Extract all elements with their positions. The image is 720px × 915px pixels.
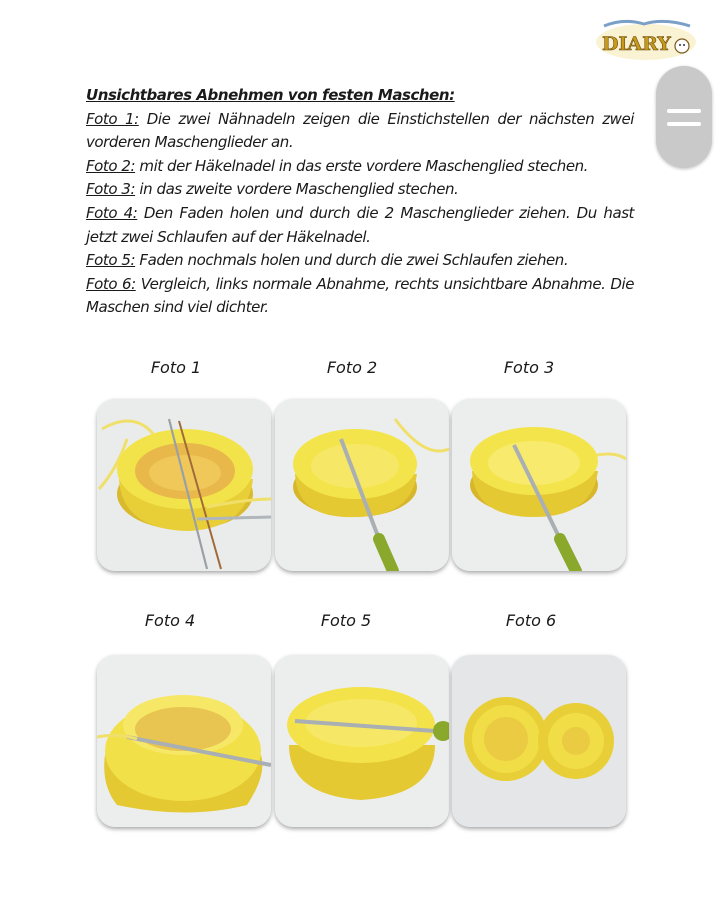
caption-foto-2: Foto 2 <box>326 358 378 377</box>
photo-5 <box>275 655 449 827</box>
menu-button[interactable] <box>656 66 712 168</box>
photo-6 <box>452 655 626 827</box>
photo-2 <box>275 399 449 571</box>
menu-icon <box>667 109 701 113</box>
step-1: Foto 1: Die zwei Nähnadeln zeigen die Einstichstellen der nächsten zwei vorderen Maschenglieder an. <box>86 109 634 152</box>
caption-foto-1: Foto 1 <box>150 358 202 377</box>
logo-text: DIARY <box>602 33 671 55</box>
step-5: Foto 5: Faden nochmals holen und durch die zwei Schlaufen ziehen. <box>86 251 569 270</box>
caption-foto-6: Foto 6 <box>505 611 557 630</box>
photo-4 <box>97 655 271 827</box>
photo-3 <box>452 399 626 571</box>
caption-foto-4: Foto 4 <box>144 611 196 630</box>
step-6: Foto 6: Vergleich, links normale Abnahme, rechts unsichtbare Abnahme. Die Maschen sind viel dichter. <box>86 274 634 317</box>
step-2: Foto 2: mit der Häkelnadel in das erste vordere Maschenglied stechen. <box>86 156 588 175</box>
brand-logo <box>594 16 698 62</box>
instructions-title: Unsichtbares Abnehmen von festen Maschen: <box>86 86 455 104</box>
step-4: Foto 4: Den Faden holen und durch die 2 Maschenglieder ziehen. Du hast jetzt zwei Schlaufen auf der Häkelnadel. <box>86 203 634 246</box>
caption-foto-3: Foto 3 <box>503 358 555 377</box>
step-3: Foto 3: in das zweite vordere Maschenglied stechen. <box>86 180 459 199</box>
photo-1 <box>97 399 271 571</box>
caption-foto-5: Foto 5 <box>320 611 372 630</box>
instructions <box>86 84 634 320</box>
